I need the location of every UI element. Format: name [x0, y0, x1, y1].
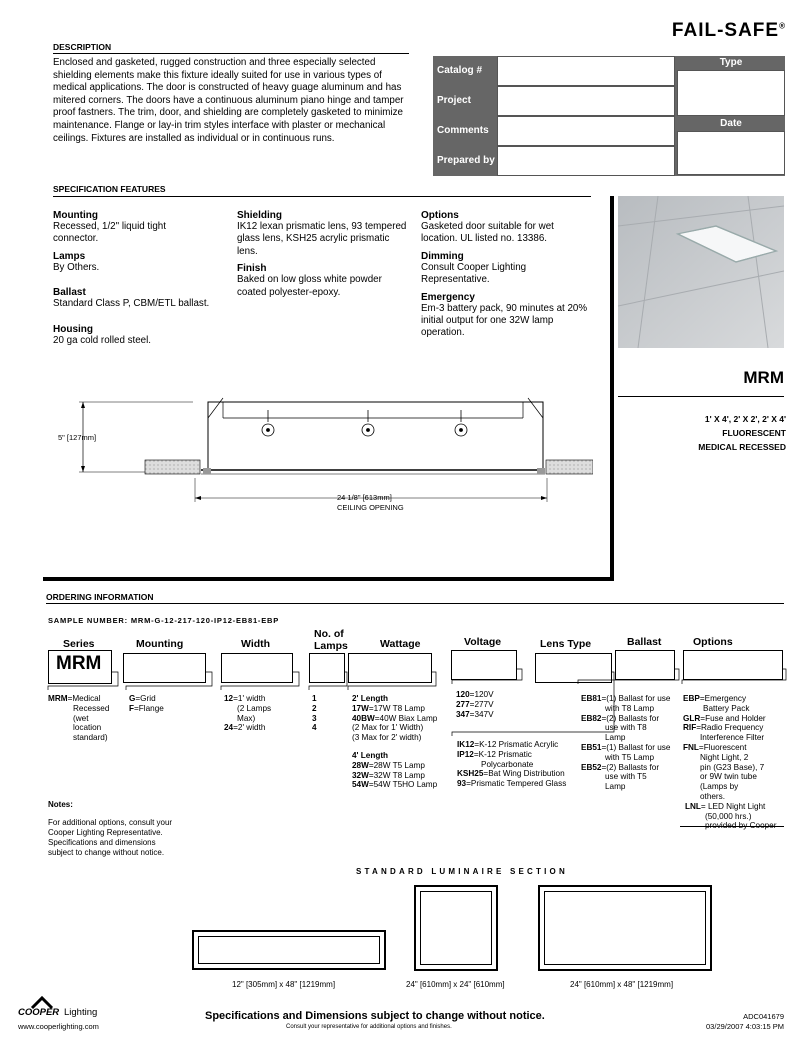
spec-col-3 — [421, 210, 591, 340]
emergency-heading: Emergency — [421, 291, 475, 303]
volt-120-row — [456, 690, 494, 700]
fnl-line-6: others. — [700, 791, 726, 801]
glr-desc: =Fuse and Holder — [700, 713, 766, 723]
mount-flange-code: F — [129, 703, 135, 713]
series-box[interactable]: MRM — [48, 650, 112, 684]
eb51-desc: =(1) Ballast for use — [601, 742, 671, 752]
notes-line-4: subject to change without notice. — [48, 848, 165, 857]
mount-flange-row — [129, 704, 164, 714]
lamps-options — [312, 694, 317, 733]
eb82-row — [581, 714, 670, 724]
lighting-name: Lighting — [64, 1007, 98, 1018]
dimming-heading: Dimming — [421, 250, 464, 262]
cooper-logo — [18, 996, 138, 1020]
fnl-desc: =Fluorescent — [698, 742, 747, 752]
series-line-3: (wet — [73, 713, 89, 723]
eb82-code: EB82 — [581, 713, 602, 723]
spec-rule — [53, 196, 591, 197]
fnl-row — [683, 743, 776, 753]
height-dim-label: 5" [127mm] — [58, 433, 97, 442]
width-24-code: 24 — [224, 723, 234, 733]
date-header: Date — [720, 118, 742, 129]
brand-text: FAIL-SAFE — [671, 20, 780, 41]
product-code: MRM — [743, 368, 784, 387]
watt-17-code: 17W — [352, 703, 369, 713]
watt-40-row — [352, 714, 437, 724]
width-12-line-2: (2 Lamps — [237, 703, 272, 713]
project-field[interactable] — [497, 86, 675, 116]
lens-ksh-row — [457, 769, 566, 779]
fnl-line-3: pin (G23 Base), 7 — [700, 762, 765, 772]
eb81-desc: =(1) Ballast for use — [601, 694, 671, 703]
lens-ik12-row — [457, 740, 566, 750]
options-rule — [680, 826, 784, 827]
comments-label: Comments — [433, 116, 497, 146]
catalog-field[interactable] — [497, 56, 675, 86]
type-field[interactable] — [677, 70, 785, 116]
series-mrm-row — [48, 694, 109, 704]
lens-ip12-code: IP12 — [457, 749, 474, 759]
volt-277-code: 277 — [456, 699, 470, 709]
section-drawing — [53, 388, 593, 518]
width-12-code: 12 — [224, 694, 234, 703]
ebp-line-2: Battery Pack — [703, 703, 750, 713]
eb51-line-2: with T5 Lamp — [605, 752, 654, 762]
lamps-3: 3 — [312, 713, 317, 723]
wattage-2ft-heading: 2' Length — [352, 694, 389, 703]
mount-grid-desc: =Grid — [135, 694, 156, 703]
lens-93-row — [457, 779, 566, 789]
opening-label: CEILING OPENING — [337, 503, 404, 512]
mounting-options — [129, 694, 164, 714]
lamps-heading: Lamps — [53, 250, 86, 262]
luminaire-caption-2: 24" [610mm] x 24" [610mm] — [406, 980, 505, 989]
finish-text: Baked on low gloss white powder coated polyester-epoxy. — [237, 274, 382, 298]
product-photo — [618, 196, 784, 348]
eb81-line-2: with T8 Lamp — [605, 703, 654, 713]
brand-logo — [672, 20, 786, 42]
luminaire-1x4 — [192, 930, 386, 970]
dimming-text: Consult Cooper Lighting Representative. — [421, 261, 527, 286]
spec-heading: SPECIFICATION FEATURES — [53, 184, 166, 194]
series-options — [48, 694, 109, 743]
footer-url[interactable]: www.cooperlighting.com — [18, 1022, 99, 1031]
width-12-row — [224, 694, 271, 704]
comments-row — [433, 116, 675, 146]
spec-col-1 — [53, 210, 233, 347]
lnl-code: LNL — [685, 801, 701, 811]
lens-ksh-desc: =Bat Wing Distribution — [483, 769, 565, 779]
width-24-desc: =2' width — [233, 723, 266, 733]
doc-date: 03/29/2007 4:03:15 PM — [706, 1022, 784, 1031]
prepared-field[interactable] — [497, 146, 675, 176]
watt-28-code: 28W — [352, 760, 369, 770]
eb52-code: EB52 — [581, 762, 602, 772]
ballast-options — [581, 694, 670, 792]
series-line-4: location — [73, 723, 102, 733]
lnl-line-3: provided by Cooper — [705, 821, 777, 831]
lens-ik12-desc: =K-12 Prismatic Acrylic — [474, 740, 559, 749]
product-family: MEDICAL RECESSED — [698, 442, 786, 452]
options-heading: Options — [421, 210, 459, 221]
luminaire-heading: STANDARD LUMINAIRE SECTION — [356, 867, 568, 876]
luminaire-2x4 — [538, 885, 712, 971]
lens-93-code: 93 — [457, 779, 467, 789]
volt-277-desc: =277V — [469, 699, 494, 709]
lens-options — [457, 740, 566, 789]
mount-grid-row — [129, 694, 164, 704]
col-options: Options — [693, 636, 733, 648]
lamp-holders — [262, 410, 467, 436]
luminaire-caption-3: 24" [610mm] x 48" [1219mm] — [570, 980, 674, 989]
notes-line-2: Cooper Lighting Representative. — [48, 828, 163, 837]
ballast-text: Standard Class P, CBM/ETL ballast. — [53, 298, 210, 310]
volt-120-desc: =120V — [469, 690, 494, 699]
eb52-line-3: Lamp — [605, 782, 626, 792]
col-series: Series — [63, 638, 95, 650]
width-options — [224, 694, 271, 733]
volt-347-desc: =347V — [469, 709, 494, 719]
lens-93-desc: =Prismatic Tempered Glass — [466, 779, 567, 789]
rif-line-2: Interference Filter — [700, 733, 765, 743]
ballast-heading: Ballast — [53, 287, 86, 299]
ordering-rule — [46, 603, 784, 604]
fixture-section-svg — [53, 388, 593, 518]
lens-ik12-code: IK12 — [457, 740, 475, 749]
eb51-code: EB51 — [581, 742, 602, 752]
eb82-desc: =(2) Ballasts for — [601, 713, 660, 723]
options-text: Gasketed door suitable for wet location. UL listed no. 13386. — [421, 221, 554, 245]
eb82-line-2: use with T8 — [605, 723, 647, 733]
watt-28-desc: =28W T5 Lamp — [368, 760, 425, 770]
eb51-row — [581, 743, 670, 753]
rif-row — [683, 723, 776, 733]
ordering-heading: ORDERING INFORMATION — [46, 592, 154, 602]
volt-347-row — [456, 710, 494, 720]
watt-54-code: 54W — [352, 780, 369, 790]
eb52-line-2: use with T5 — [605, 772, 647, 782]
lnl-desc: = LED Night Light — [700, 801, 766, 811]
fnl-line-4: or 9W twin tube — [700, 772, 757, 782]
eb52-desc: =(2) Ballasts for — [601, 762, 660, 772]
spec-col-2 — [237, 210, 412, 299]
notes-line-1: For additional options, consult your — [48, 818, 173, 827]
voltage-options — [456, 690, 494, 719]
lens-ip12-row — [457, 750, 566, 760]
extra-options — [683, 694, 776, 831]
glr-row — [683, 714, 776, 724]
description-heading: DESCRIPTION — [53, 42, 112, 52]
lens-ksh-code: KSH25 — [457, 769, 484, 779]
date-field[interactable] — [677, 131, 785, 175]
prepared-row — [433, 146, 675, 176]
brand-registered-mark: ® — [779, 21, 786, 31]
mounting-heading: Mounting — [53, 210, 98, 221]
product-type: FLUORESCENT — [722, 428, 786, 438]
ceiling-photo-image — [618, 196, 784, 348]
series-line-5: standard) — [73, 733, 108, 743]
watt-28-row — [352, 761, 437, 771]
housing-heading: Housing — [53, 323, 93, 335]
volt-120-code: 120 — [456, 690, 470, 699]
product-sizes: 1' X 4', 2' X 2', 2' X 4' — [704, 414, 786, 424]
width-24-row — [224, 723, 271, 733]
col-mounting: Mounting — [136, 638, 184, 650]
wattage-options — [352, 694, 437, 790]
fnl-line-2: Night Light, 2 — [700, 752, 749, 762]
ebp-code: EBP — [683, 694, 700, 703]
lamps-1: 1 — [312, 694, 317, 703]
series-mrm-code: MRM — [48, 694, 68, 703]
product-info — [698, 412, 786, 454]
width-12-line-3: Max) — [237, 713, 256, 723]
watt-32-row — [352, 771, 437, 781]
product-rule — [618, 396, 784, 397]
mounting-text: Recessed, 1/2" liquid tight connector. — [53, 221, 166, 245]
prepared-label: Prepared by — [433, 146, 497, 176]
description-text: Enclosed and gasketed, rugged construction and three especially selected shielding elements make this fixture ideally suited for use in various types of medical applications. The door is constructed of heavy guage aluminum and has mitered corners. The doors have a continuous aluminum piano hinge and tamper proof fastners. The trim, door, and shielding are completely gasketed to minimize maintenance. Flange or lay-in trim styles interface with plaster or mechanical ceilings. Fixtures are installed as individual or in continuous runs. — [53, 57, 404, 144]
eb81-code: EB81 — [581, 694, 602, 703]
shielding-heading: Shielding — [237, 210, 282, 221]
lamps-text: By Others. — [53, 261, 100, 273]
catalog-label: Catalog # — [433, 56, 497, 86]
col-ballast: Ballast — [627, 636, 662, 648]
col-wattage: Wattage — [380, 638, 421, 650]
width-dim-label: 24 1/8" [613mm] — [337, 493, 392, 502]
frame-bottom-bar — [43, 577, 614, 581]
lamps-2: 2 — [312, 703, 317, 713]
footer-main: Specifications and Dimensions subject to change without notice. — [205, 1010, 545, 1022]
watt-40-line-3: (3 Max for 2' width) — [352, 733, 422, 743]
col-lens: Lens Type — [540, 638, 592, 650]
ebp-row — [683, 694, 776, 704]
watt-32-code: 32W — [352, 770, 369, 780]
watt-54-desc: =54W T5HO Lamp — [368, 780, 438, 790]
glr-code: GLR — [683, 713, 701, 723]
type-header: Type — [719, 57, 743, 68]
mount-flange-desc: =Flange — [134, 703, 164, 713]
eb52-row — [581, 763, 670, 773]
watt-54-row — [352, 780, 437, 790]
description-rule — [53, 53, 409, 54]
fnl-line-5: (Lamps by — [700, 782, 739, 792]
housing-text: 20 ga cold rolled steel. — [53, 334, 152, 346]
catalog-row — [433, 56, 675, 86]
cooper-name: COOPER — [18, 1007, 60, 1018]
frame-right-bar — [610, 196, 614, 579]
volt-347-code: 347 — [456, 709, 470, 719]
ebp-desc: =Emergency — [699, 694, 747, 703]
rif-desc: =Radio Frequency — [696, 723, 764, 733]
luminaire-caption-1: 12" [305mm] x 48" [1219mm] — [232, 980, 336, 989]
comments-field[interactable] — [497, 116, 675, 146]
watt-40-code: 40BW — [352, 713, 375, 723]
luminaire-2x2 — [414, 885, 498, 971]
emergency-text: Em-3 battery pack, 90 minutes at 20% initial output for one 32W lamp operation. — [421, 302, 588, 339]
mount-grid-code: G — [129, 694, 136, 703]
notes-line-3: Specifications and dimensions — [48, 838, 156, 847]
rif-code: RIF — [683, 723, 697, 733]
lens-ip12-line-2: Polycarbonate — [481, 759, 534, 769]
col-width: Width — [241, 638, 271, 650]
finish-heading: Finish — [237, 263, 267, 275]
watt-32-desc: =32W T8 Lamp — [368, 770, 425, 780]
lnl-row — [683, 802, 776, 812]
watt-17-row — [352, 704, 437, 714]
fnl-code: FNL — [683, 742, 699, 752]
footer-sub: Consult your representative for additional options and finishes. — [286, 1024, 452, 1030]
watt-17-desc: =17W T8 Lamp — [368, 703, 425, 713]
volt-277-row — [456, 700, 494, 710]
shielding-text: IK12 lexan prismatic lens, 93 tempered glass lens, KSH25 acrylic prismatic lens. — [237, 221, 407, 257]
lnl-line-2: (50,000 hrs.) — [705, 811, 752, 821]
series-line-2: Recessed — [73, 703, 110, 713]
sample-number: SAMPLE NUMBER: MRM-G-12-217-120-IP12-EB81-EBP — [48, 616, 280, 625]
eb82-line-3: Lamp — [605, 733, 626, 743]
notes-heading: Notes: — [48, 800, 73, 809]
series-mrm-desc: =Medical — [67, 694, 101, 703]
lamps-4: 4 — [312, 723, 317, 733]
notes-body — [48, 818, 172, 858]
col-voltage: Voltage — [464, 636, 502, 648]
wattage-4ft-heading: 4' Length — [352, 750, 389, 760]
project-row — [433, 86, 675, 116]
project-label: Project — [433, 86, 497, 116]
watt-40-desc: =40W Biax Lamp — [374, 713, 438, 723]
watt-40-line-2: (2 Max for 1' Width) — [352, 723, 424, 733]
doc-id: ADC041679 — [743, 1012, 784, 1021]
width-12-desc: =1' width — [233, 694, 266, 703]
col-lamps: No. of Lamps — [314, 628, 348, 652]
eb81-row — [581, 694, 670, 704]
lens-ip12-desc: =K-12 Prismatic — [473, 749, 532, 759]
